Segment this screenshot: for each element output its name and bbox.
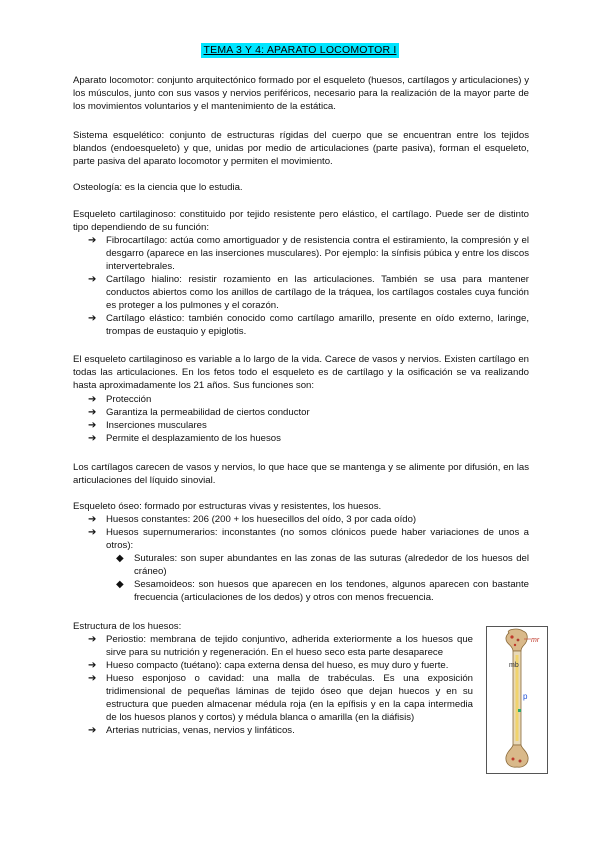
intro-paragraph: [73, 74, 529, 113]
sistema-paragraph: [73, 129, 529, 168]
oseo-text: : formado por estructuras vivas y resistentes, los huesos.: [139, 501, 382, 512]
variable-paragraph: El esqueleto cartilaginoso es variable a lo largo de la vida. Carece de vasos y nervios. Existen cartílago en todas las articulaciones. En los fetos todo el esqueleto es de cartílago y la osificación se va realizando hasta aproximadamente los 21 años. Sus funciones son:: [73, 354, 529, 391]
bone-figure: [486, 626, 548, 774]
label-mr: mr: [531, 637, 540, 644]
sistema-text: : conjunto de estructuras rígidas del cuerpo que se encuentran entre los tejidos blandos (endoesqueleto) y que, unidas por medio de articulaciones (parte pasiva), forman el esqueleto, parte pasiva del aparato locomotor y permiten el movimiento.: [73, 130, 529, 167]
arrow-icon: ➔: [88, 527, 97, 538]
arrow-icon: ➔: [88, 274, 97, 285]
long-bone-illustration: [487, 627, 547, 773]
sistema-term: Sistema esquelético: [73, 130, 162, 141]
list-item: ➔ Huesos constantes: 206 (200 + los huesecillos del oído, 3 por cada oído): [88, 514, 417, 525]
list-item: ➔ Cartílago hialino: resistir rozamiento en las articulaciones. También se usa para mantener conductos abiertos como los anillos de cartílago de la tráquea, los cartílagos costales cuya función es proteger a los pulmones y el corazón.: [88, 274, 529, 311]
diamond-icon: ◆: [116, 579, 124, 590]
list-item: ➔ Protección: [88, 394, 152, 405]
supernumerary-list: [106, 552, 529, 604]
arrow-icon: ➔: [88, 313, 97, 324]
cartilaginoso-text: : constituido por tejido resistente pero elástico, el cartílago. Puede ser de distinto tipo dependiendo de su función:: [73, 209, 529, 233]
label-mb: mb: [509, 662, 519, 669]
oseo-term: Esqueleto óseo: [73, 501, 140, 512]
arrow-icon: ➔: [88, 235, 97, 246]
arrow-icon: ➔: [88, 433, 97, 444]
list-item: ➔ Hueso compacto (tuétano): capa externa densa del hueso, es muy duro y fuerte.: [88, 660, 449, 671]
diamond-icon: ◆: [116, 553, 124, 564]
difusion-paragraph: Los cartílagos carecen de vasos y nervios, lo que hace que se mantenga y se alimente por difusión, en las articulaciones del líquido sinovial.: [73, 462, 529, 486]
arrow-icon: ➔: [88, 394, 97, 405]
estructura-heading: Estructura de los huesos:: [73, 621, 182, 632]
distal-epiphysis: [506, 745, 528, 767]
list-item: ◆ Sesamoideos: son huesos que aparecen en los tendones, algunos aparecen con bastante frecuencia (articulaciones de los dedos) y otros con menos frecuencia.: [116, 579, 529, 603]
list-item: ➔ Fibrocartílago: actúa como amortiguador y de resistencia contra el estiramiento, la compresión y el desgarro (aparece en las inserciones musculares). Por ejemplo: la sínfisis púbica y entre los discos intervertebrales.: [88, 235, 529, 272]
cartilage-types-list: [88, 234, 529, 338]
osteologia-paragraph: [73, 181, 529, 194]
bone-structure-list: [88, 633, 473, 737]
arrow-icon: ➔: [88, 673, 97, 684]
list-item: ➔ Arterias nutricias, venas, nervios y linfáticos.: [88, 725, 295, 736]
cartilaginoso-paragraph: [73, 208, 529, 234]
bone-types-list: [88, 513, 529, 604]
arrow-icon: ➔: [88, 420, 97, 431]
arrow-icon: ➔: [88, 407, 97, 418]
functions-list: [88, 393, 529, 445]
label-p: p: [523, 692, 528, 701]
marker-green: [518, 709, 521, 712]
arrow-icon: ➔: [88, 725, 97, 736]
arrow-icon: ➔: [88, 634, 97, 645]
list-item: ➔ Hueso esponjoso o cavidad: una malla de trabéculas. Es una exposición tridimensional de pequeñas láminas de tejido óseo que dejan huecos y en su estructura que pueden almacenar médula roja (en la epífisis y en la capa intermedia de los huesos planos y cortos) y médula blanca o amarilla (en la diáfisis): [88, 673, 473, 723]
page-title: TEMA 3 Y 4: APARATO LOCOMOTOR I: [201, 43, 400, 58]
osteologia-term: Osteología: [73, 182, 120, 193]
cartilaginoso-term: Esqueleto cartilaginoso: [73, 209, 174, 220]
arrow-icon: ➔: [88, 514, 97, 525]
intro-text: : conjunto arquitectónico formado por el esqueleto (huesos, cartílagos y articulaciones) y los músculos, junto con sus vasos y nervios periféricos, necesario para la realización de la mayor parte de los movimientos voluntarios y el mantenimiento de la estática.: [73, 75, 529, 112]
list-item: ➔ Permite el desplazamiento de los huesos: [88, 433, 281, 444]
osteologia-text: : es la ciencia que lo estudia.: [119, 182, 243, 193]
intro-term: Aparato locomotor: [73, 75, 152, 86]
list-item: ➔ Inserciones musculares: [88, 420, 207, 431]
list-item: ➔ Huesos supernumerarios: inconstantes (no somos clónicos puede haber variaciones de unos a otros): ◆ Suturales: son super abundantes en las zonas de las suturas (alrededor de los huesos del cráneo) ◆ Sesamoideos: son huesos que aparecen en los tendones, algunos aparecen con bastante frecuencia (articulaciones de los dedos) y otros con menos frecuencia.: [88, 527, 529, 603]
list-item: ➔ Cartílago elástico: también conocido como cartílago amarillo, presente en oído externo, laringe, trompas de eustaquio y epiglotis.: [88, 313, 529, 337]
oseo-paragraph: [73, 500, 529, 513]
arrow-icon: ➔: [88, 660, 97, 671]
list-item: ➔ Periostio: membrana de tejido conjuntivo, adherida exteriormente a los huesos que sirve para su nutrición y regeneración. En el hueso seco esta parte desaparece: [88, 634, 473, 658]
list-item: ◆ Suturales: son super abundantes en las zonas de las suturas (alrededor de los huesos del cráneo): [116, 553, 529, 577]
list-item: ➔ Garantiza la permeabilidad de ciertos conductor: [88, 407, 310, 418]
